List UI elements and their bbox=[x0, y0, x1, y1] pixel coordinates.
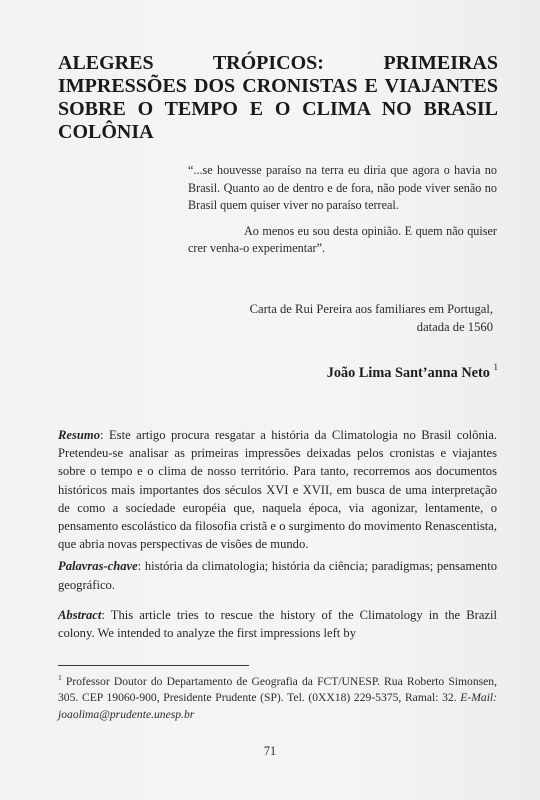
resumo-paragraph bbox=[58, 426, 497, 553]
title-line: SOBRE O TEMPO E O CLIMA NO BRASIL bbox=[58, 98, 498, 120]
epigraph-source-date: datada de 1560 bbox=[416, 320, 493, 334]
epigraph bbox=[188, 162, 497, 258]
footnote-divider bbox=[58, 665, 249, 666]
resumo-label: Resumo bbox=[58, 428, 100, 442]
epigraph-quote-continuation: Ao menos eu sou desta opinião. E quem não quiser crer venha-o experimentar”. bbox=[188, 223, 497, 255]
epigraph-source-line: Carta de Rui Pereira aos familiares em Portugal, bbox=[249, 302, 493, 316]
article-title bbox=[58, 52, 498, 144]
title-line: COLÔNIA bbox=[58, 121, 154, 143]
author-name: João Lima Sant’anna Neto bbox=[326, 364, 490, 381]
keywords-label: Palavras-chave bbox=[58, 559, 138, 574]
resumo-text: : Este artigo procura resgatar a história da Climatologia no Brasil colônia. Pretendeu-se analisar as primeiras impressões deixadas pelos cronistas e viajantes sobre o tempo e o clima de nosso território. Para tanto, recorremos aos documentos históricos mais importantes dos séculos XVI e XVII, em busca de uma interpretação de como a sociedade européia que, naquela época, via agonizar, lentamente, o pensamento escolástico da filosofia cristã e o surgimento do movimento Renascentista, que abria novas perspectivas de visões de mundo. bbox=[58, 428, 497, 552]
footnote-mark: 1 bbox=[58, 673, 62, 682]
footnote-email: E-Mail: joaolima@prudente.unesp.br bbox=[58, 691, 497, 722]
abstract-text: : This article tries to rescue the history of the Climatology in the Brazil colony. We intended to analyze the first impressions left by bbox=[58, 607, 497, 641]
footnote bbox=[58, 670, 497, 724]
title-line: IMPRESSÕES DOS CRONISTAS E VIAJANTES bbox=[58, 75, 498, 97]
epigraph-source bbox=[188, 300, 493, 336]
title-line: ALEGRES TRÓPICOS: PRIMEIRAS bbox=[58, 52, 498, 74]
epigraph-quote: “...se houvesse paraíso na terra eu diria que agora o havia no Brasil. Quanto ao de dentro e de fora, não pode viver senão no Brasil quem quiser viver no paraíso terreal. bbox=[188, 163, 497, 212]
author-footnote-mark: 1 bbox=[493, 362, 498, 372]
article-body bbox=[58, 426, 497, 642]
footnote-text: Professor Doutor do Departamento de Geografia da FCT/UNESP. Rua Roberto Simonsen, 305. CEP 19060-900, Presidente Prudente (SP). Tel. (0XX18) 229-5375, Ramal: 32. bbox=[58, 674, 497, 705]
page-number: 71 bbox=[263, 744, 277, 758]
keywords-text: : história da climatologia; história da ciência; paradigmas; pensamento geográfico. bbox=[58, 559, 497, 592]
abstract-paragraph bbox=[58, 606, 497, 642]
abstract-label: Abstract bbox=[58, 607, 102, 622]
keywords-paragraph bbox=[58, 557, 497, 593]
author-byline bbox=[240, 363, 498, 382]
